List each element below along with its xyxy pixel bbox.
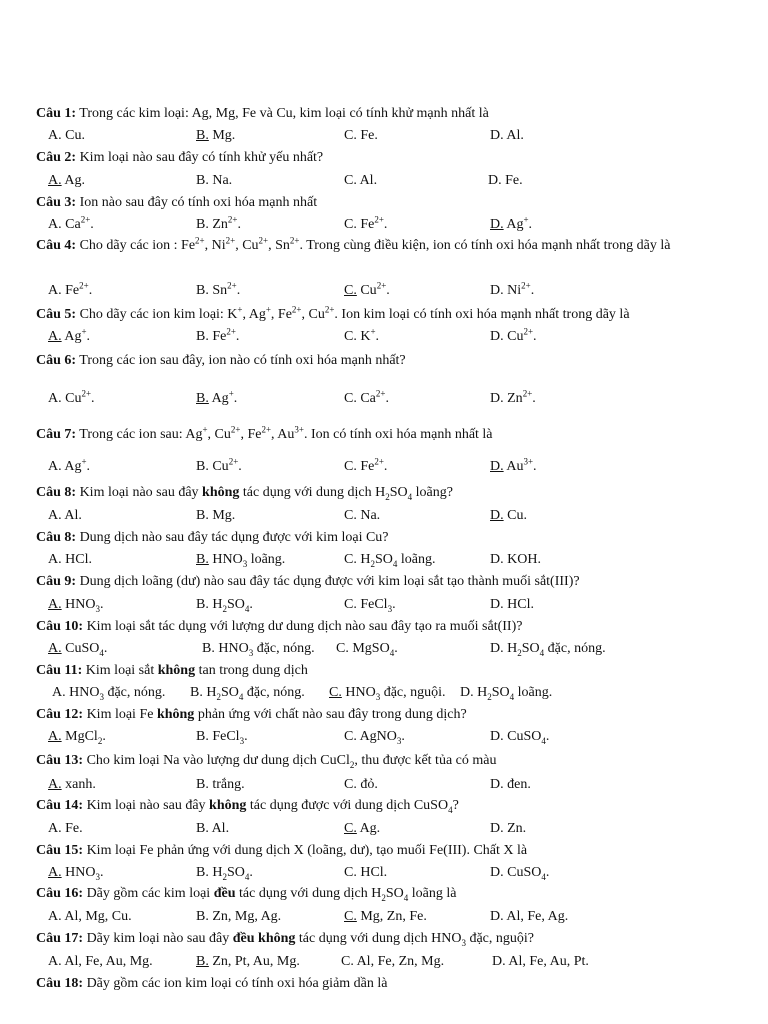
option-letter: D. xyxy=(460,685,474,700)
option-d[interactable] xyxy=(490,216,532,234)
option-letter: A. xyxy=(48,777,62,792)
option-text: $H_2SO_4$ loãng. xyxy=(356,552,436,569)
option-a[interactable] xyxy=(48,390,95,408)
option-letter: B. xyxy=(196,909,209,924)
question-15 xyxy=(36,797,758,815)
question-text: Cho kim loại Na vào lượng dư dung dịch CuCl$_2$, thu được kết tủa có màu xyxy=(83,753,497,770)
option-c[interactable] xyxy=(344,507,380,525)
option-text: Zn. xyxy=(503,821,527,836)
option-text: $HNO_3$ đặc, nguội. xyxy=(341,685,446,702)
option-a[interactable] xyxy=(48,216,94,234)
option-d[interactable] xyxy=(490,507,527,525)
question-number: Câu 8: xyxy=(36,485,77,500)
option-letter: D. xyxy=(490,909,504,924)
option-text: $H_2SO_4$ đặc, nóng. xyxy=(202,685,305,702)
option-letter: C. xyxy=(329,685,342,700)
option-letter: A. xyxy=(48,821,62,836)
option-letter: D. xyxy=(490,865,504,880)
question-text: Kim loại nào sau đây không tác dụng với dung dịch $H_2SO_4$ loãng? xyxy=(76,485,453,502)
option-letter: D. xyxy=(490,597,504,612)
option-c[interactable] xyxy=(344,551,435,569)
question-number: Câu 3: xyxy=(36,195,77,210)
option-letter: B. xyxy=(196,173,209,188)
question-8 xyxy=(36,484,758,502)
option-text: Al, Fe, Zn, Mg. xyxy=(353,954,445,969)
option-a[interactable] xyxy=(48,953,153,971)
option-d[interactable] xyxy=(490,596,534,614)
question-14 xyxy=(36,752,758,770)
option-text: FeCl$_3$. xyxy=(208,729,248,746)
option-letter: C. xyxy=(344,909,357,924)
question-text: Dung dịch loãng (dư) nào sau đây tác dụng được với kim loại sắt tạo thành muối sắt(III)? xyxy=(76,574,580,589)
option-text: $Cu^{2+}$. xyxy=(61,388,95,406)
option-text: Fe. xyxy=(61,821,83,836)
option-letter: A. xyxy=(48,283,62,298)
option-letter: A. xyxy=(48,217,62,232)
option-text: $Fe^{2+}$. xyxy=(61,280,93,298)
option-text: FeCl$_3$. xyxy=(356,597,396,614)
options-row xyxy=(0,551,768,571)
question-11 xyxy=(36,618,758,636)
option-text: Ag+. xyxy=(61,326,91,344)
options-row xyxy=(0,728,768,748)
question-number: Câu 12: xyxy=(36,707,84,722)
option-letter: A. xyxy=(52,685,66,700)
option-a[interactable] xyxy=(48,776,96,794)
option-text: Zn, Pt, Au, Mg. xyxy=(208,954,300,969)
question-text: Dãy gồm các ion kim loại có tính oxi hóa giảm dần là xyxy=(83,976,388,991)
option-text: $H_2SO_4$ đặc, nóng. xyxy=(503,641,606,658)
option-text: Ag+. xyxy=(61,456,91,474)
option-a[interactable] xyxy=(48,328,90,346)
option-text: $HNO_3$ đặc, nóng. xyxy=(214,641,315,658)
option-letter: D. xyxy=(490,508,504,523)
question-10 xyxy=(36,573,758,591)
question-19 xyxy=(36,975,758,993)
option-letter: C. xyxy=(341,954,354,969)
option-text: trắng. xyxy=(208,777,245,792)
question-text: Kim loại Fe phản ứng với dung dịch X (loãng, dư), tạo muối Fe(III). Chất X là xyxy=(83,843,528,858)
option-letter: C. xyxy=(344,217,357,232)
option-letter: D. xyxy=(490,128,504,143)
options-row xyxy=(0,328,768,348)
option-letter: B. xyxy=(196,508,209,523)
option-c[interactable] xyxy=(344,282,390,300)
question-12 xyxy=(36,662,758,680)
option-b[interactable] xyxy=(196,458,242,476)
option-text: HCl. xyxy=(503,597,534,612)
option-letter: D. xyxy=(490,729,504,744)
question-text: Kim loại nào sau đây không tác dụng được với dung dịch CuSO$_4$? xyxy=(83,798,459,815)
options-row xyxy=(0,282,768,302)
question-text: Dãy gồm các kim loại đều tác dụng với dung dịch $H_2SO_4$ loãng là xyxy=(83,886,457,903)
option-c[interactable] xyxy=(344,328,379,346)
option-text: xanh. xyxy=(61,777,96,792)
option-text: Mg. xyxy=(208,128,236,143)
options-row xyxy=(0,684,768,704)
option-text: Al. xyxy=(356,173,378,188)
option-letter: A. xyxy=(48,597,62,612)
question-number: Câu 8: xyxy=(36,530,77,545)
question-number: Câu 18: xyxy=(36,976,84,991)
option-letter: C. xyxy=(344,459,357,474)
option-a[interactable] xyxy=(48,172,85,190)
options-row xyxy=(0,596,768,616)
option-a[interactable] xyxy=(48,458,90,476)
question-text: Kim loại sắt không tan trong dung dịch xyxy=(82,663,308,678)
question-13 xyxy=(36,706,758,724)
option-b[interactable] xyxy=(196,551,285,569)
option-a[interactable] xyxy=(48,282,92,300)
question-number: Câu 16: xyxy=(36,886,84,901)
option-c[interactable] xyxy=(344,127,378,145)
option-text: Ag+. xyxy=(208,388,238,406)
question-number: Câu 7: xyxy=(36,427,77,442)
option-text: Al. xyxy=(208,821,230,836)
question-text: Cho dãy các ion kim loại: K+, Ag+, $Fe^{2+}$, $Cu^{2+}$. Ion kim loại có tính oxi hóa mạnh nhất trong dãy là xyxy=(76,304,630,322)
option-letter: A. xyxy=(48,865,62,880)
option-letter: C. xyxy=(344,283,357,298)
question-6 xyxy=(36,352,758,370)
option-letter: D. xyxy=(490,329,504,344)
question-text: Ion nào sau đây có tính oxi hóa mạnh nhất xyxy=(76,195,318,210)
question-4 xyxy=(36,237,758,255)
option-text: CuSO$_4$. xyxy=(503,865,550,882)
option-c[interactable] xyxy=(344,596,396,614)
option-b[interactable] xyxy=(196,328,239,346)
option-c[interactable] xyxy=(344,728,405,746)
option-d[interactable] xyxy=(490,551,541,569)
option-letter: D. xyxy=(490,459,504,474)
question-17 xyxy=(36,885,758,903)
option-d[interactable] xyxy=(490,908,568,926)
option-letter: A. xyxy=(48,552,62,567)
option-c[interactable] xyxy=(344,864,387,882)
question-text: Dãy kim loại nào sau đây đều không tác dụng với dung dịch $HNO_3$ đặc, nguội? xyxy=(83,931,534,948)
options-row xyxy=(0,390,768,410)
option-a[interactable] xyxy=(48,507,82,525)
option-text: Na. xyxy=(208,173,233,188)
question-number: Câu 13: xyxy=(36,753,84,768)
option-letter: B. xyxy=(196,217,209,232)
option-c[interactable] xyxy=(344,172,377,190)
option-text: K+. xyxy=(356,326,380,344)
option-b[interactable] xyxy=(196,507,235,525)
option-letter: D. xyxy=(492,954,506,969)
option-letter: A. xyxy=(48,641,62,656)
option-text: $Au^{3+}$. xyxy=(503,456,537,474)
option-letter: C. xyxy=(344,597,357,612)
option-text: Mg, Zn, Fe. xyxy=(356,909,427,924)
option-text: Al, Mg, Cu. xyxy=(61,909,132,924)
option-text: KOH. xyxy=(503,552,541,567)
option-a[interactable] xyxy=(48,728,106,746)
option-text: Al. xyxy=(503,128,524,143)
question-number: Câu 11: xyxy=(36,663,83,678)
option-letter: C. xyxy=(344,173,357,188)
options-row xyxy=(0,216,768,236)
option-text: đen. xyxy=(503,777,531,792)
option-letter: A. xyxy=(48,954,62,969)
question-number: Câu 9: xyxy=(36,574,77,589)
question-text: Kim loại Fe không phản ứng với chất nào sau đây trong dung dịch? xyxy=(83,707,467,722)
option-text: CuSO$_4$. xyxy=(503,729,550,746)
option-letter: C. xyxy=(336,641,349,656)
question-16 xyxy=(36,842,758,860)
option-text: $HNO_3$ đặc, nóng. xyxy=(65,685,166,702)
option-text: $HNO_3$. xyxy=(61,865,104,882)
option-c[interactable] xyxy=(336,640,398,658)
option-b[interactable] xyxy=(196,172,232,190)
option-letter: D. xyxy=(490,777,504,792)
question-text: Trong các ion sau: Ag+, $Cu^{2+}$, $Fe^{2+}$, $Au^{3+}$. Ion có tính oxi hóa mạnh nhất là xyxy=(76,424,493,442)
question-number: Câu 6: xyxy=(36,353,77,368)
option-d[interactable] xyxy=(490,728,549,746)
question-number: Câu 4: xyxy=(36,238,77,253)
option-letter: A. xyxy=(48,391,62,406)
option-b[interactable] xyxy=(196,776,245,794)
option-letter: C. xyxy=(344,729,357,744)
option-c[interactable] xyxy=(344,776,378,794)
option-text: $Zn^{2+}$. xyxy=(208,214,241,232)
option-d[interactable] xyxy=(490,458,537,476)
option-text: Al, Fe, Au, Pt. xyxy=(505,954,589,969)
option-text: Fe. xyxy=(501,173,523,188)
option-a[interactable] xyxy=(48,551,92,569)
option-d[interactable] xyxy=(460,684,552,702)
question-5 xyxy=(36,306,758,324)
option-b[interactable] xyxy=(196,953,300,971)
option-letter: B. xyxy=(196,391,209,406)
options-row xyxy=(0,820,768,840)
option-b[interactable] xyxy=(196,282,240,300)
option-b[interactable] xyxy=(196,596,253,614)
option-text: $Cu^{2+}$. xyxy=(503,326,537,344)
option-text: HCl. xyxy=(61,552,92,567)
option-text: MgCl$_2$. xyxy=(61,729,106,746)
option-a[interactable] xyxy=(48,820,83,838)
option-letter: B. xyxy=(202,641,215,656)
question-7 xyxy=(36,426,758,444)
option-letter: B. xyxy=(196,552,209,567)
option-text: $Cu^{2+}$. xyxy=(356,280,390,298)
option-text: HCl. xyxy=(356,865,388,880)
option-letter: D. xyxy=(490,552,504,567)
option-letter: C. xyxy=(344,128,357,143)
option-d[interactable] xyxy=(490,328,537,346)
option-d[interactable] xyxy=(492,953,589,971)
options-row xyxy=(0,172,768,192)
option-letter: B. xyxy=(196,821,209,836)
option-letter: D. xyxy=(490,641,504,656)
option-letter: A. xyxy=(48,128,62,143)
option-text: $Ca^{2+}$. xyxy=(61,214,94,232)
question-text: Kim loại nào sau đây có tính khử yếu nhất? xyxy=(76,150,324,165)
option-a[interactable] xyxy=(48,127,85,145)
option-letter: A. xyxy=(48,173,62,188)
option-letter: D. xyxy=(490,283,504,298)
option-text: đỏ. xyxy=(356,777,378,792)
option-text: $Sn^{2+}$. xyxy=(208,280,241,298)
options-row xyxy=(0,127,768,147)
question-number: Câu 14: xyxy=(36,798,84,813)
question-number: Câu 5: xyxy=(36,307,77,322)
option-text: $Ca^{2+}$. xyxy=(356,388,389,406)
option-text: $Ni^{2+}$. xyxy=(503,280,535,298)
question-number: Câu 1: xyxy=(36,106,77,121)
option-letter: D. xyxy=(490,391,504,406)
option-d[interactable] xyxy=(490,820,526,838)
option-letter: B. xyxy=(196,459,209,474)
option-text: Cu. xyxy=(503,508,527,523)
question-text: Trong các kim loại: Ag, Mg, Fe và Cu, kim loại có tính khử mạnh nhất là xyxy=(76,106,489,121)
option-a[interactable] xyxy=(48,864,103,882)
option-c[interactable] xyxy=(344,820,380,838)
option-text: MgSO$_4$. xyxy=(348,641,398,658)
options-row xyxy=(0,864,768,884)
option-b[interactable] xyxy=(196,728,248,746)
option-letter: B. xyxy=(196,329,209,344)
question-3 xyxy=(36,194,758,212)
option-a[interactable] xyxy=(48,596,103,614)
option-text: $HNO_3$ loãng. xyxy=(208,552,286,569)
option-letter: A. xyxy=(48,459,62,474)
option-d[interactable] xyxy=(490,282,534,300)
option-letter: D. xyxy=(488,173,502,188)
option-letter: B. xyxy=(196,954,209,969)
option-text: Zn, Mg, Ag. xyxy=(208,909,282,924)
option-d[interactable] xyxy=(490,864,549,882)
option-letter: C. xyxy=(344,391,357,406)
option-d[interactable] xyxy=(490,640,606,658)
option-c[interactable] xyxy=(344,458,387,476)
option-letter: B. xyxy=(196,865,209,880)
option-d[interactable] xyxy=(490,127,524,145)
option-text: $H_2SO_4$. xyxy=(208,597,253,614)
option-letter: B. xyxy=(196,777,209,792)
question-number: Câu 15: xyxy=(36,843,84,858)
option-text: $Fe^{2+}$. xyxy=(356,214,388,232)
options-row xyxy=(0,953,768,973)
option-text: $H_2SO_4$. xyxy=(208,865,253,882)
option-letter: C. xyxy=(344,329,357,344)
option-letter: B. xyxy=(196,283,209,298)
option-letter: B. xyxy=(190,685,203,700)
option-b[interactable] xyxy=(202,640,315,658)
option-d[interactable] xyxy=(488,172,523,190)
question-number: Câu 17: xyxy=(36,931,84,946)
option-text: $Cu^{2+}$. xyxy=(208,456,242,474)
options-row xyxy=(0,458,768,478)
option-text: CuSO$_4$. xyxy=(61,641,108,658)
options-row xyxy=(0,640,768,660)
option-letter: A. xyxy=(48,909,62,924)
option-text: Al, Fe, Ag. xyxy=(503,909,569,924)
option-b[interactable] xyxy=(196,908,281,926)
option-c[interactable] xyxy=(344,390,389,408)
option-a[interactable] xyxy=(48,640,107,658)
option-text: Na. xyxy=(356,508,381,523)
option-text: $Fe^{2+}$. xyxy=(208,326,240,344)
option-letter: B. xyxy=(196,729,209,744)
option-d[interactable] xyxy=(490,390,536,408)
option-a[interactable] xyxy=(52,684,165,702)
option-letter: C. xyxy=(344,508,357,523)
option-b[interactable] xyxy=(196,864,253,882)
option-letter: D. xyxy=(490,217,504,232)
option-letter: C. xyxy=(344,777,357,792)
option-text: AgNO$_3$. xyxy=(356,729,405,746)
options-row xyxy=(0,908,768,928)
question-number: Câu 10: xyxy=(36,619,84,634)
option-text: $HNO_3$. xyxy=(61,597,104,614)
option-text: Fe. xyxy=(356,128,378,143)
question-text: Dung dịch nào sau đây tác dụng được với kim loại Cu? xyxy=(76,530,389,545)
option-letter: A. xyxy=(48,329,62,344)
option-text: Ag. xyxy=(61,173,85,188)
options-row xyxy=(0,507,768,527)
option-letter: A. xyxy=(48,729,62,744)
option-b[interactable] xyxy=(196,820,229,838)
question-number: Câu 2: xyxy=(36,150,77,165)
option-c[interactable] xyxy=(329,684,446,702)
question-text: Cho dãy các ion : $Fe^{2+}$, $Ni^{2+}$, $Cu^{2+}$, $Sn^{2+}$. Trong cùng điều kiện, ion có tính oxi hóa mạnh nhất trong dãy là xyxy=(76,235,671,253)
options-row xyxy=(0,776,768,796)
option-letter: B. xyxy=(196,597,209,612)
question-2 xyxy=(36,149,758,167)
option-letter: B. xyxy=(196,128,209,143)
option-d[interactable] xyxy=(490,776,531,794)
question-18 xyxy=(36,930,758,948)
option-letter: C. xyxy=(344,865,357,880)
option-text: Ag. xyxy=(356,821,381,836)
option-letter: C. xyxy=(344,821,357,836)
option-letter: A. xyxy=(48,508,62,523)
option-a[interactable] xyxy=(48,908,132,926)
option-c[interactable] xyxy=(344,216,387,234)
option-c[interactable] xyxy=(341,953,444,971)
option-letter: D. xyxy=(490,821,504,836)
option-text: Al. xyxy=(61,508,82,523)
option-c[interactable] xyxy=(344,908,427,926)
option-letter: C. xyxy=(344,552,357,567)
option-b[interactable] xyxy=(190,684,305,702)
question-text: Trong các ion sau đây, ion nào có tính oxi hóa mạnh nhất? xyxy=(76,353,406,368)
option-text: Ag+. xyxy=(503,214,533,232)
option-b[interactable] xyxy=(196,390,237,408)
option-b[interactable] xyxy=(196,127,235,145)
option-text: Mg. xyxy=(208,508,236,523)
question-9 xyxy=(36,529,758,547)
option-text: $Fe^{2+}$. xyxy=(356,456,388,474)
option-text: $H_2SO_4$ loãng. xyxy=(473,685,553,702)
option-text: Al, Fe, Au, Mg. xyxy=(61,954,153,969)
option-text: $Zn^{2+}$. xyxy=(503,388,536,406)
question-1 xyxy=(36,105,758,123)
question-text: Kim loại sắt tác dụng với lượng dư dung dịch nào sau đây tạo ra muối sắt(II)? xyxy=(83,619,523,634)
option-b[interactable] xyxy=(196,216,241,234)
option-text: Cu. xyxy=(61,128,85,143)
